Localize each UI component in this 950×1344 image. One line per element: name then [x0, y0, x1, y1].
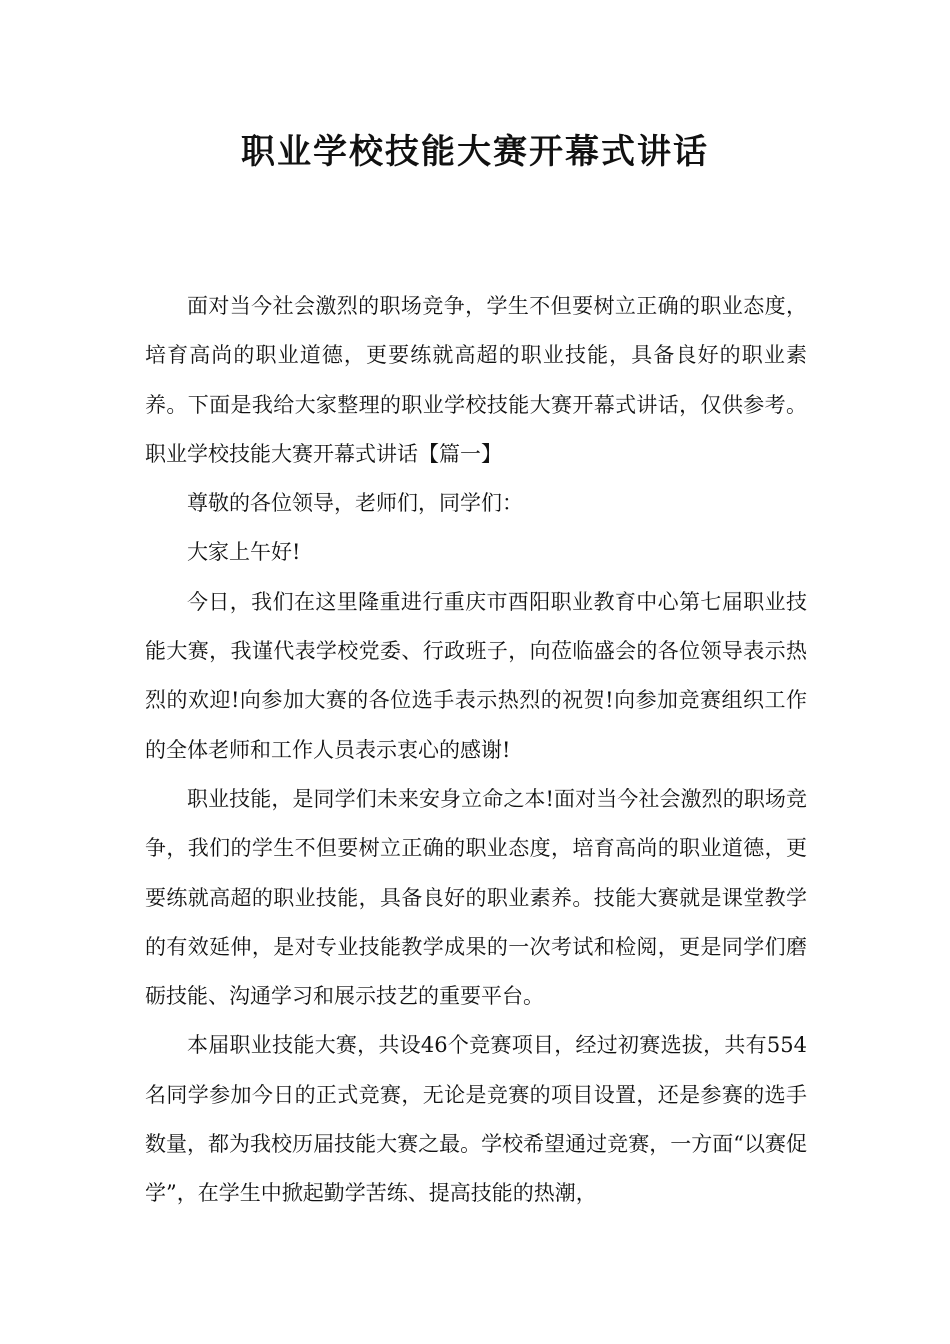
paragraph-salutation: 尊敬的各位领导，老师们，同学们：	[187, 491, 523, 516]
paragraph-competition: 本届职业技能大赛，共设46个竞赛项目，经过初赛选拔，共有554名同学参加今日的正式竞赛，无论是竞赛的项目设置，还是参赛的选手数量，都为我校历届技能大赛之最。学校希望通过竞赛，一方面“以赛促学”，在学生中掀起勤学苦练、提高技能的热潮，	[145, 1033, 807, 1206]
paragraph-intro: 面对当今社会激烈的职场竞争，学生不但要树立正确的职业态度，培育高尚的职业道德，更要练就高超的职业技能，具备良好的职业素养。下面是我给大家整理的职业学校技能大赛开幕式讲话，仅供参考。职业学校技能大赛开幕式讲话【篇一】	[145, 294, 807, 466]
paragraph-greeting: 大家上午好!	[187, 540, 301, 565]
document-body	[145, 282, 807, 1219]
paragraph-skills: 职业技能，是同学们未来安身立命之本!面对当今社会激烈的职场竞争，我们的学生不但要树立正确的职业态度，培育高尚的职业道德，更要练就高超的职业技能，具备良好的职业素养。技能大赛就是课堂教学的有效延伸，是对专业技能教学成果的一次考试和检阅，更是同学们磨砺技能、沟通学习和展示技艺的重要平台。	[145, 786, 807, 1009]
document-title: 职业学校技能大赛开幕式讲话	[241, 132, 709, 172]
paragraph-welcome: 今日，我们在这里隆重进行重庆市酉阳职业教育中心第七届职业技能大赛，我谨代表学校党委、行政班子，向莅临盛会的各位领导表示热烈的欢迎!向参加大赛的各位选手表示热烈的祝贺!向参加竞赛组织工作的全体老师和工作人员表示衷心的感谢!	[145, 589, 807, 762]
